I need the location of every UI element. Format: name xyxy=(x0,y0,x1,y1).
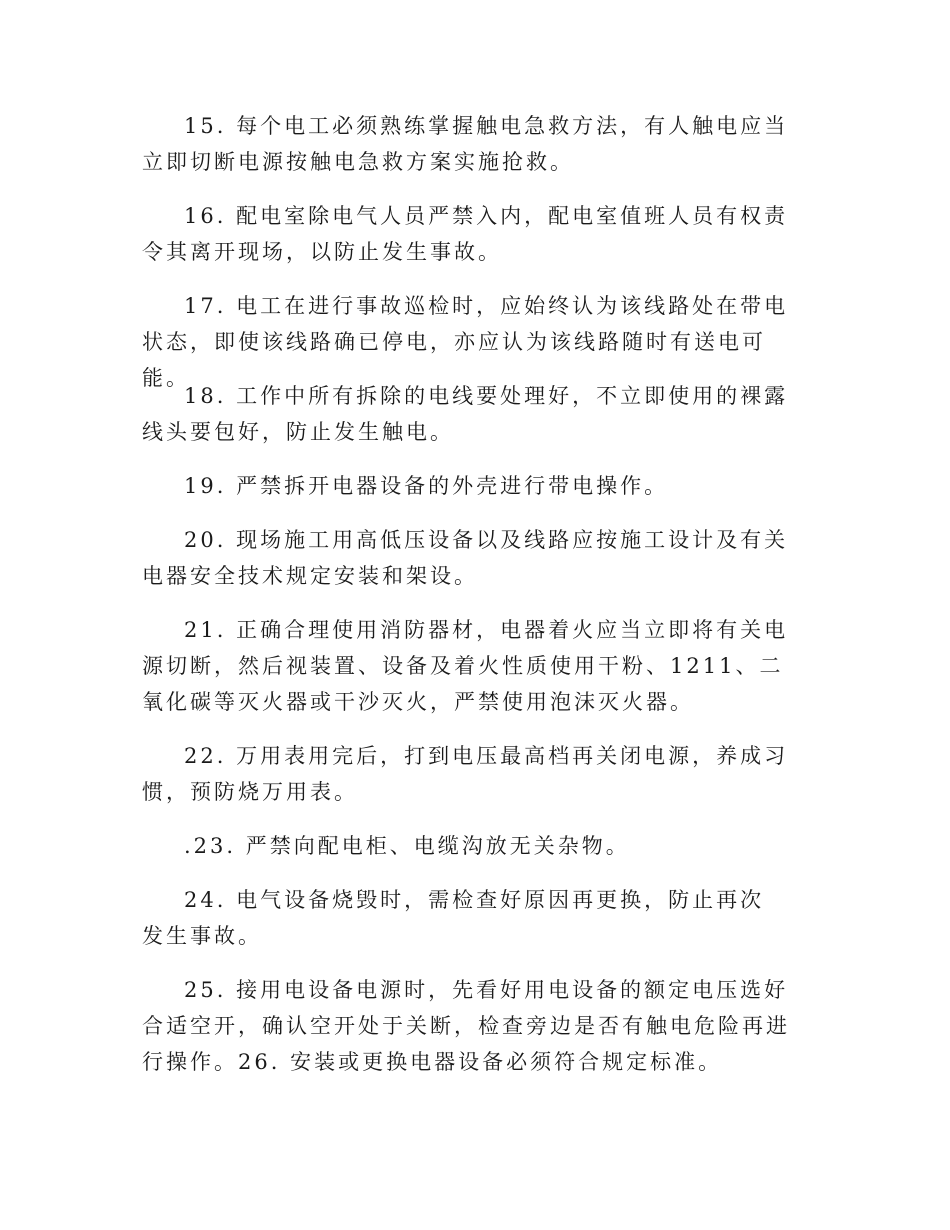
rule-20-paragraph: 20. 现场施工用高低压设备以及线路应按施工设计及有关电器安全技术规定安装和架设。 xyxy=(142,528,789,588)
rule-22-paragraph: 22. 万用表用完后，打到电压最高档再关闭电源，养成习惯，预防烧万用表。 xyxy=(142,744,789,804)
rule-16-paragraph: 16. 配电室除电气人员严禁入内，配电室值班人员有权责令其离开现场，以防止发生事故。 xyxy=(142,204,789,264)
rule-24-paragraph: 24. 电气设备烧毁时，需检查好原因再更换，防止再次发生事故。 xyxy=(142,888,765,948)
rule-17-paragraph: 17. 电工在进行事故巡检时，应始终认为该线路处在带电状态，即使该线路确已停电，亦应认为该线路随时有送电可能。 xyxy=(142,294,789,390)
rule-19-paragraph: 19. 严禁拆开电器设备的外壳进行带电操作。 xyxy=(184,474,669,498)
rule-15-paragraph: 15. 每个电工必须熟练掌握触电急救方法，有人触电应当立即切断电源按触电急救方案实施抢救。 xyxy=(142,114,789,174)
rule-18-paragraph: 18. 工作中所有拆除的电线要处理好，不立即使用的裸露线头要包好，防止发生触电。 xyxy=(142,384,789,444)
rule-25-26-paragraph: 25. 接用电设备电源时，先看好用电设备的额定电压选好合适空开，确认空开处于关断，检查旁边是否有触电危险再进行操作。26. 安装或更换电器设备必须符合规定标准。 xyxy=(142,978,790,1074)
rule-21-paragraph: 21. 正确合理使用消防器材，电器着火应当立即将有关电源切断，然后视装置、设备及着火性质使用干粉、1211、二氧化碳等灭火器或干沙灭火，严禁使用泡沫灭火器。 xyxy=(142,618,789,714)
rule-23-paragraph: .23. 严禁向配电柜、电缆沟放无关杂物。 xyxy=(184,834,630,858)
